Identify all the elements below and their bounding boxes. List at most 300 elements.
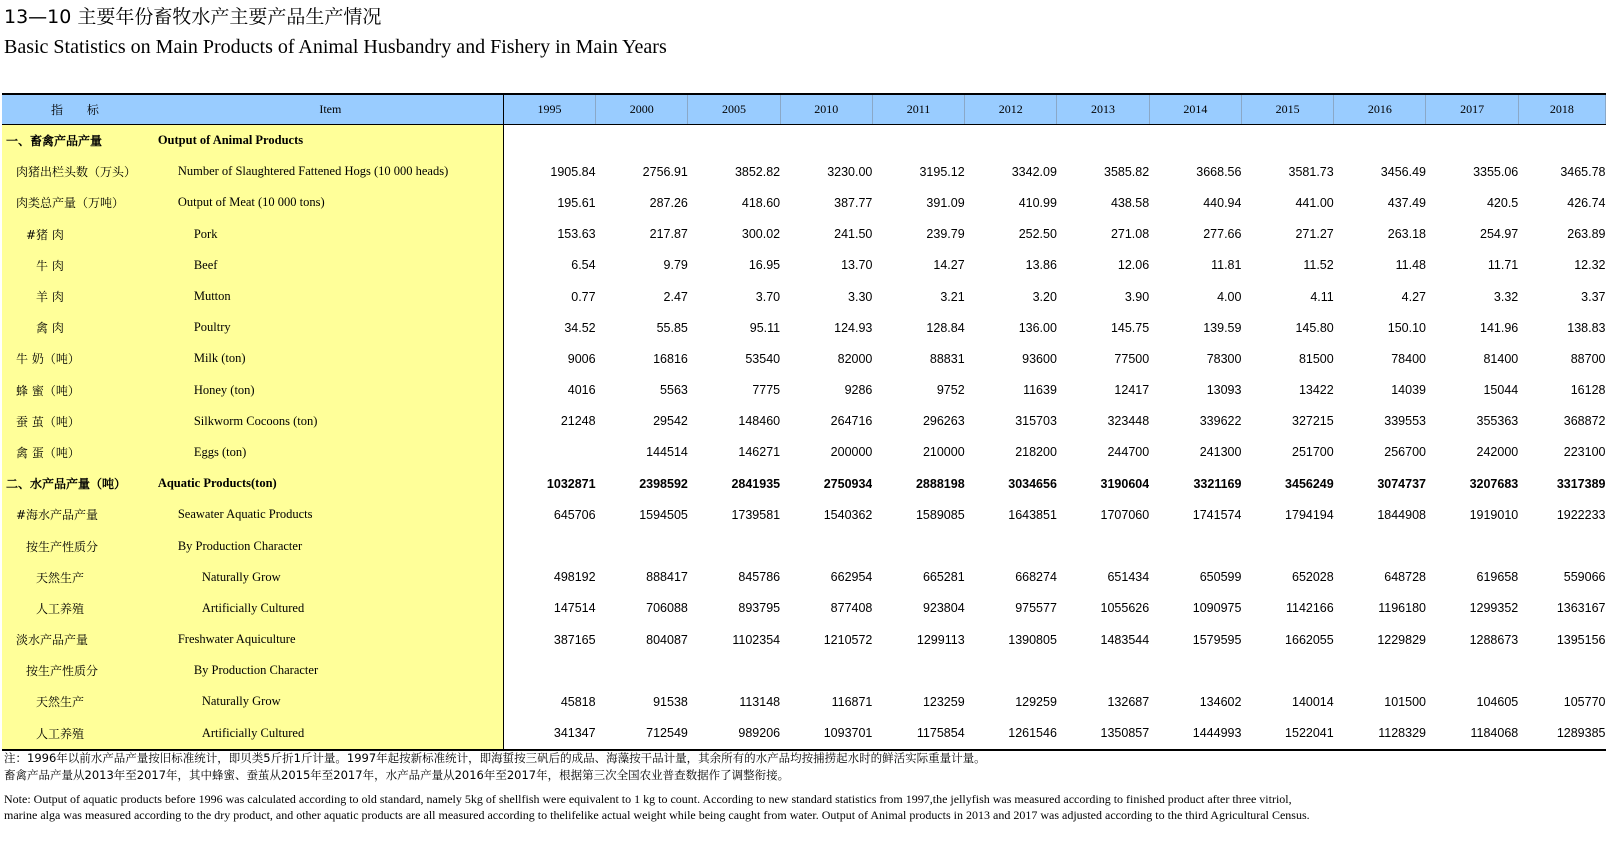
cell-value [965, 530, 1057, 561]
cell-value: 139.59 [1203, 320, 1242, 335]
cell-value: 3190604 [1100, 476, 1150, 491]
cell-value: 4.00 [1217, 289, 1242, 304]
cell-value: 323448 [1107, 414, 1150, 429]
row-label-en: Seawater Aquatic Products [158, 499, 504, 530]
cell-value: 136.00 [1018, 320, 1057, 335]
cell-value: 410.99 [1018, 195, 1057, 210]
cell-value: 3852.82 [734, 164, 781, 179]
cell-value [780, 125, 872, 157]
cell-value: 13422 [1298, 383, 1334, 398]
row-label-cn: #猪 肉 [2, 219, 158, 250]
cell-value: 88831 [929, 351, 965, 366]
cell-value: 12417 [1114, 383, 1150, 398]
cell-value [1241, 655, 1333, 686]
cell-value: 101500 [1384, 694, 1426, 709]
cell-value: 1741574 [1192, 507, 1242, 522]
cell-value: 2398592 [639, 476, 688, 491]
cell-value: 9.79 [663, 258, 688, 273]
cell-value: 1905.84 [550, 164, 596, 179]
cell-value: 13.86 [1025, 258, 1057, 273]
cell-value: 264716 [830, 414, 873, 429]
cell-value [965, 655, 1057, 686]
note-cn-line-1: 注：1996年以前水产品产量按旧标准统计，即贝类5斤折1斤计量。1997年起按新标准统计，即海蜇按三矾后的成品、海藻按干品计量，其余所有的水产品均按捕捞起水时的鲜活实际重量计量。 [4, 751, 986, 765]
cell-value: 4.11 [1310, 289, 1334, 304]
cell-value: 132687 [1107, 694, 1150, 709]
cell-value: 0.77 [571, 289, 596, 304]
cell-value: 105770 [1563, 694, 1606, 709]
row-label-cn: 二、水产品产量（吨） [2, 468, 158, 499]
row-label-en: By Production Character [158, 530, 504, 561]
cell-value [1057, 125, 1149, 157]
cell-value: 387165 [553, 632, 596, 647]
cell-value: 263.89 [1567, 227, 1606, 242]
cell-value: 277.66 [1203, 227, 1242, 242]
page-title-en: Basic Statistics on Main Products of Animal Husbandry and Fishery in Main Years [4, 36, 667, 58]
header-item-cn: 指 标 [2, 94, 158, 125]
cell-value: 355363 [1476, 414, 1519, 429]
cell-value: 3.30 [848, 289, 873, 304]
cell-value: 1128329 [1334, 718, 1426, 750]
cell-value: 3195.12 [919, 164, 965, 179]
cell-value: 975577 [1015, 601, 1057, 616]
row-label-en: Aquatic Products(ton) [158, 468, 504, 499]
cell-value: 1184068 [1426, 718, 1518, 750]
cell-value: 12.32 [1574, 258, 1606, 273]
row-label-cn: 蚕 茧（吨） [2, 406, 158, 437]
header-year: 2000 [596, 94, 688, 125]
cell-value: 16128 [1570, 383, 1606, 398]
header-year: 2010 [780, 94, 872, 125]
cell-value: 12.06 [1117, 258, 1150, 273]
cell-value: 239.79 [926, 227, 965, 242]
cell-value: 3074737 [1377, 476, 1426, 491]
cell-value: 440.94 [1203, 195, 1242, 210]
table-row [2, 718, 1606, 750]
cell-value: 91538 [653, 694, 688, 709]
cell-value: 437.49 [1387, 195, 1426, 210]
table-row [2, 187, 1606, 218]
cell-value: 1289385 [1518, 718, 1605, 750]
cell-value: 804087 [646, 632, 688, 647]
table-row [2, 312, 1606, 343]
cell-value [596, 530, 688, 561]
cell-value: 77500 [1114, 351, 1150, 366]
cell-value: 124.93 [834, 320, 873, 335]
cell-value: 241300 [1199, 445, 1242, 460]
cell-value: 3.90 [1124, 289, 1150, 304]
cell-value: 1299113 [916, 632, 965, 647]
cell-value: 146271 [738, 445, 781, 460]
cell-value: 3.37 [1581, 289, 1606, 304]
cell-value: 300.02 [741, 227, 781, 242]
cell-value [1518, 530, 1605, 561]
cell-value: 78400 [1391, 351, 1426, 366]
table-row [2, 499, 1606, 530]
cell-value: 141.96 [1480, 320, 1519, 335]
row-label-cn: 按生产性质分 [2, 530, 158, 561]
cell-value: 1093701 [780, 718, 872, 750]
cell-value: 113148 [739, 694, 781, 709]
cell-value: 11.48 [1395, 258, 1426, 273]
cell-value: 11.81 [1211, 258, 1242, 273]
cell-value [503, 125, 595, 157]
cell-value: 706088 [646, 601, 688, 616]
cell-value: 242000 [1476, 445, 1519, 460]
cell-value: 45818 [560, 694, 596, 709]
row-label-cn: 牛 肉 [2, 250, 158, 281]
cell-value: 1055626 [1100, 601, 1150, 616]
cell-value: 418.60 [741, 195, 781, 210]
cell-value: 15044 [1483, 383, 1519, 398]
cell-value: 1261546 [965, 718, 1057, 750]
cell-value: 251700 [1292, 445, 1334, 460]
cell-value: 263.18 [1387, 227, 1426, 242]
row-label-en: By Production Character [158, 655, 504, 686]
cell-value: 14.27 [933, 258, 965, 273]
cell-value: 1589085 [915, 507, 965, 522]
cell-value: 893795 [738, 601, 781, 616]
row-label-en: Poultry [158, 312, 504, 343]
cell-value [1149, 125, 1241, 157]
cell-value: 271.08 [1110, 227, 1150, 242]
cell-value: 3456249 [1285, 476, 1334, 491]
cell-value: 1196180 [1378, 601, 1426, 616]
row-label-en: Output of Meat (10 000 tons) [158, 187, 504, 218]
cell-value [503, 655, 595, 686]
cell-value: 1390805 [1008, 632, 1057, 647]
row-label-en: Beef [158, 250, 504, 281]
cell-value [688, 655, 780, 686]
table-row [2, 530, 1606, 561]
table-row [2, 593, 1606, 624]
cell-value [1241, 530, 1333, 561]
cell-value: 217.87 [649, 227, 688, 242]
row-label-cn: 人工养殖 [2, 593, 158, 624]
cell-value: 845786 [738, 570, 781, 585]
cell-value: 3230.00 [827, 164, 873, 179]
note-en-line-1: Note: Output of aquatic products before 1996 was calculated according to old standard, namely 5kg of shellfish were equivalent to 1 kg to count. According to new standard statistics from 1997,the jellyfish was measured according to finished product after three vitriol, [4, 792, 1292, 806]
row-label-en: Artificially Cultured [158, 593, 504, 624]
cell-value: 11.52 [1303, 258, 1334, 273]
cell-value: 1662055 [1285, 632, 1334, 647]
cell-value: 13.70 [841, 258, 873, 273]
cell-value [1334, 655, 1426, 686]
cell-value [1426, 655, 1518, 686]
cell-value: 55.85 [656, 320, 688, 335]
cell-value: 11.71 [1487, 258, 1519, 273]
row-label-cn: 按生产性质分 [2, 655, 158, 686]
cell-value: 877408 [830, 601, 873, 616]
cell-value: 1210572 [823, 632, 873, 647]
cell-value: 81400 [1483, 351, 1519, 366]
cell-value [1334, 125, 1426, 157]
cell-value: 9006 [567, 351, 596, 366]
cell-value: 339622 [1199, 414, 1242, 429]
cell-value: 1229829 [1377, 632, 1426, 647]
cell-value: 78300 [1206, 351, 1242, 366]
row-label-cn: 牛 奶（吨） [2, 343, 158, 374]
row-label-cn: 天然生产 [2, 562, 158, 593]
cell-value: 3355.06 [1473, 164, 1519, 179]
row-label-en: Pork [158, 219, 504, 250]
cell-value: 145.75 [1110, 320, 1150, 335]
row-label-en: Naturally Grow [158, 686, 504, 717]
cell-value: 426.74 [1567, 195, 1606, 210]
cell-value [1057, 530, 1149, 561]
cell-value: 1919010 [1469, 507, 1519, 522]
cell-value: 1594505 [639, 507, 688, 522]
row-label-en: Eggs (ton) [158, 437, 504, 468]
cell-value: 1090975 [1192, 601, 1242, 616]
cell-value: 252.50 [1018, 227, 1057, 242]
cell-value: 9286 [844, 383, 873, 398]
cell-value: 648728 [1384, 570, 1426, 585]
cell-value [1149, 655, 1241, 686]
cell-value: 16816 [653, 351, 688, 366]
cell-value: 619658 [1476, 570, 1519, 585]
cell-value: 138.83 [1567, 320, 1606, 335]
notes-en [4, 791, 1310, 823]
table-row [2, 156, 1606, 187]
row-label-en: Naturally Grow [158, 562, 504, 593]
cell-value [1426, 125, 1518, 157]
cell-value: 1739581 [731, 507, 781, 522]
row-label-en: Mutton [158, 281, 504, 312]
cell-value [1426, 530, 1518, 561]
row-label-cn: 一、畜禽产品产量 [2, 125, 158, 157]
header-year: 2017 [1426, 94, 1518, 125]
cell-value [1518, 655, 1605, 686]
table-row [2, 219, 1606, 250]
row-label-en: Number of Slaughtered Fattened Hogs (10 000 heads) [158, 156, 504, 187]
cell-value: 1299352 [1469, 601, 1519, 616]
cell-value: 134602 [1199, 694, 1242, 709]
cell-value: 218200 [1015, 445, 1057, 460]
row-label-en: Artificially Cultured [158, 718, 504, 750]
cell-value: 3034656 [1008, 476, 1057, 491]
cell-value: 195.61 [557, 195, 596, 210]
table-row [2, 281, 1606, 312]
cell-value: 144514 [646, 445, 688, 460]
cell-value: 1142166 [1285, 601, 1334, 616]
header-year: 2011 [872, 94, 964, 125]
cell-value: 287.26 [649, 195, 688, 210]
cell-value: 3585.82 [1104, 164, 1150, 179]
header-item-en: Item [158, 94, 504, 125]
cell-value: 1102354 [732, 632, 781, 647]
cell-value: 498192 [553, 570, 596, 585]
cell-value: 93600 [1022, 351, 1057, 366]
cell-value: 712549 [596, 718, 688, 750]
header-year: 2005 [688, 94, 780, 125]
cell-value: 21248 [560, 414, 596, 429]
cell-value: 153.63 [557, 227, 596, 242]
cell-value: 391.09 [926, 195, 965, 210]
cell-value [1334, 530, 1426, 561]
cell-value: 1707060 [1100, 507, 1150, 522]
table-row [2, 437, 1606, 468]
cell-value: 11639 [1023, 383, 1057, 398]
cell-value: 559066 [1563, 570, 1606, 585]
table-row [2, 250, 1606, 281]
cell-value: 1350857 [1057, 718, 1149, 750]
table-row [2, 343, 1606, 374]
row-label-en: Silkworm Cocoons (ton) [158, 406, 504, 437]
cell-value: 3668.56 [1196, 164, 1242, 179]
cell-value: 438.58 [1110, 195, 1150, 210]
cell-value: 923804 [922, 601, 965, 616]
table-row [2, 375, 1606, 406]
cell-value: 668274 [1015, 570, 1057, 585]
cell-value: 4016 [567, 383, 596, 398]
cell-value: 3.21 [940, 289, 965, 304]
cell-value: 645706 [553, 507, 596, 522]
header-year: 2015 [1241, 94, 1333, 125]
cell-value: 1794194 [1285, 507, 1334, 522]
cell-value: 3342.09 [1011, 164, 1057, 179]
cell-value: 81500 [1298, 351, 1334, 366]
cell-value: 210000 [922, 445, 965, 460]
cell-value: 2888198 [915, 476, 965, 491]
cell-value: 441.00 [1295, 195, 1334, 210]
header-year: 2013 [1057, 94, 1149, 125]
cell-value: 271.27 [1295, 227, 1334, 242]
cell-value: 256700 [1384, 445, 1426, 460]
cell-value [872, 125, 964, 157]
row-label-en: Honey (ton) [158, 375, 504, 406]
table-row [2, 624, 1606, 655]
cell-value: 3465.78 [1560, 164, 1606, 179]
cell-value: 651434 [1107, 570, 1150, 585]
cell-value: 3.20 [1032, 289, 1057, 304]
cell-value: 387.77 [834, 195, 873, 210]
row-label-en: Freshwater Aquiculture [158, 624, 504, 655]
cell-value: 368872 [1563, 414, 1606, 429]
cell-value: 104605 [1476, 694, 1519, 709]
cell-value: 3321169 [1193, 476, 1242, 491]
cell-value: 4.27 [1401, 289, 1426, 304]
cell-value: 241.50 [834, 227, 873, 242]
cell-value: 1579595 [1192, 632, 1242, 647]
cell-value: 254.97 [1480, 227, 1519, 242]
cell-value: 1395156 [1556, 632, 1606, 647]
cell-value: 244700 [1107, 445, 1150, 460]
statistics-table [2, 93, 1606, 751]
cell-value: 5563 [660, 383, 688, 398]
cell-value: 145.80 [1295, 320, 1334, 335]
cell-value: 148460 [738, 414, 781, 429]
cell-value [872, 655, 964, 686]
cell-value: 34.52 [564, 320, 596, 335]
cell-value: 420.5 [1486, 195, 1519, 210]
row-label-cn: 禽 蛋（吨） [2, 437, 158, 468]
header-year: 2014 [1149, 94, 1241, 125]
cell-value: 129259 [1015, 694, 1057, 709]
row-label-cn: 人工养殖 [2, 718, 158, 750]
cell-value [503, 530, 595, 561]
row-label-cn: 蜂 蜜（吨） [2, 375, 158, 406]
cell-value: 53540 [745, 351, 781, 366]
cell-value: 1032871 [546, 476, 596, 491]
cell-value: 1175854 [872, 718, 964, 750]
cell-value: 3317389 [1556, 476, 1606, 491]
cell-value: 296263 [922, 414, 965, 429]
cell-value [1518, 125, 1605, 157]
cell-value: 1643851 [1008, 507, 1057, 522]
table-header-row [2, 94, 1606, 125]
table-row [2, 125, 1606, 157]
cell-value: 1363167 [1556, 601, 1606, 616]
row-label-cn: 禽 肉 [2, 312, 158, 343]
cell-value: 1922233 [1556, 507, 1606, 522]
table-row [2, 686, 1606, 717]
row-label-cn: 淡水产品产量 [2, 624, 158, 655]
cell-value: 123259 [922, 694, 965, 709]
cell-value: 3.70 [755, 289, 781, 304]
cell-value: 1844908 [1377, 507, 1426, 522]
table-row [2, 562, 1606, 593]
cell-value [1241, 125, 1333, 157]
cell-value: 665281 [922, 570, 965, 585]
cell-value: 13093 [1206, 383, 1242, 398]
cell-value: 3.32 [1493, 289, 1519, 304]
cell-value: 339553 [1384, 414, 1426, 429]
cell-value: 1288673 [1469, 632, 1519, 647]
cell-value [503, 437, 595, 468]
row-label-en: Output of Animal Products [158, 125, 504, 157]
table-row [2, 655, 1606, 686]
cell-value: 3456.49 [1380, 164, 1426, 179]
cell-value [688, 530, 780, 561]
cell-value [965, 125, 1057, 157]
row-label-en: Milk (ton) [158, 343, 504, 374]
cell-value [1057, 655, 1149, 686]
row-label-cn: 天然生产 [2, 686, 158, 717]
cell-value: 29542 [653, 414, 688, 429]
cell-value [872, 530, 964, 561]
notes-cn [4, 750, 986, 784]
cell-value: 150.10 [1387, 320, 1426, 335]
cell-value: 6.54 [571, 258, 596, 273]
row-label-cn: 肉类总产量（万吨） [2, 187, 158, 218]
cell-value: 1540362 [823, 507, 873, 522]
note-en-line-2: marine alga was measured according to the dry product, and other aquatic products are all measured according to thelifelike actual weight while being caught from water. Output of Animal products in 2013 and 2017 was adjusted according to the third Agricultural Census. [4, 808, 1310, 822]
cell-value: 88700 [1570, 351, 1606, 366]
cell-value [780, 655, 872, 686]
cell-value: 223100 [1563, 445, 1606, 460]
cell-value: 82000 [837, 351, 873, 366]
header-year: 2016 [1334, 94, 1426, 125]
cell-value: 3207683 [1469, 476, 1519, 491]
cell-value: 140014 [1292, 694, 1334, 709]
cell-value: 315703 [1015, 414, 1057, 429]
table-row [2, 468, 1606, 499]
cell-value: 2756.91 [642, 164, 688, 179]
cell-value: 116871 [831, 694, 873, 709]
cell-value: 1444993 [1149, 718, 1241, 750]
row-label-cn: #海水产品产量 [2, 499, 158, 530]
cell-value [688, 125, 780, 157]
cell-value: 2750934 [823, 476, 873, 491]
cell-value: 16.95 [748, 258, 781, 273]
cell-value: 9752 [936, 383, 965, 398]
cell-value: 3581.73 [1288, 164, 1334, 179]
cell-value: 128.84 [926, 320, 965, 335]
row-label-cn: 羊 肉 [2, 281, 158, 312]
cell-value: 662954 [830, 570, 873, 585]
cell-value [780, 530, 872, 561]
cell-value: 652028 [1292, 570, 1334, 585]
